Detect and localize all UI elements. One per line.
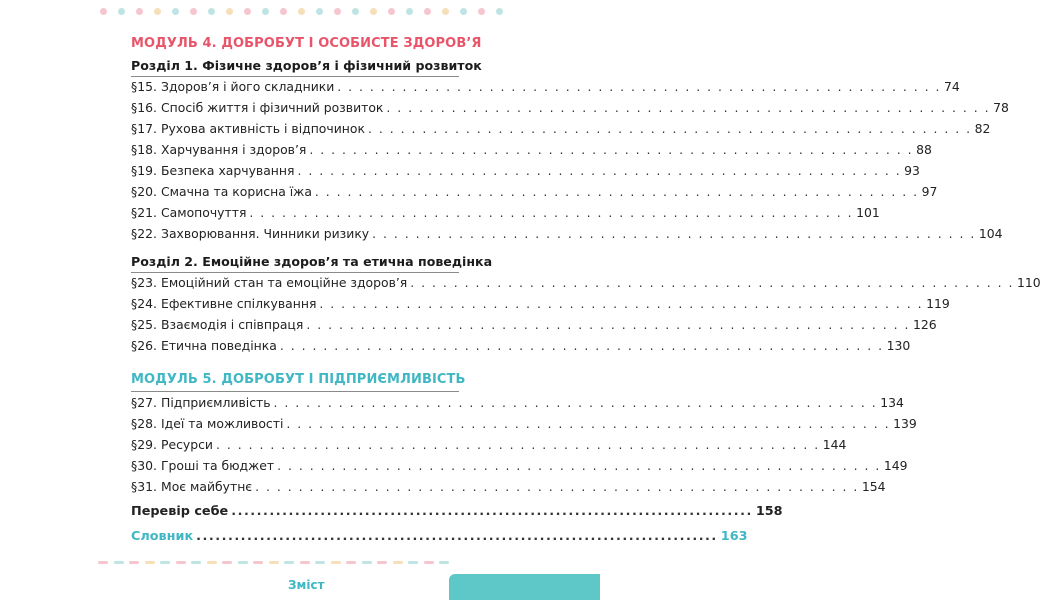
dictionary-entry[interactable]: [131, 529, 748, 547]
paragraph-number: §19.: [131, 163, 157, 178]
dot-leader: . . . . . . . . . . . . . . . . . . . . . . . . . . . . . . . . . . . . . . . . . . . . . . . . . . . . . . . .: [314, 184, 919, 199]
entry-title: Ресурси: [161, 437, 213, 452]
dot-leader: . . . . . . . . . . . . . . . . . . . . . . . . . . . . . . . . . . . . . . . . . . . . . . . . . . . . . . . .: [367, 121, 972, 136]
decorative-dot: [253, 561, 263, 564]
dot-leader: . . . . . . . . . . . . . . . . . . . . . . . . . . . . . . . . . . . . . . . . . . . . . . . . . . . . . . . .: [215, 437, 820, 452]
bottom-dot-border: [0, 561, 600, 571]
entry-title: Захворювання. Чинники ризику: [161, 226, 370, 241]
toc-entry[interactable]: [131, 416, 917, 434]
paragraph-number: §17.: [131, 121, 157, 136]
entry-title: Етична поведінка: [161, 338, 277, 353]
decorative-dot: [154, 8, 161, 15]
decorative-dot: [370, 8, 377, 15]
dot-leader: . . . . . . . . . . . . . . . . . . . . . . . . . . . . . . . . . . . . . . . . . . . . . . . . . . . . . . . .: [372, 226, 976, 241]
toc-entry[interactable]: [131, 184, 938, 202]
toc-entry[interactable]: [131, 296, 950, 314]
decorative-dot: [334, 8, 341, 15]
entry-page: 74: [944, 79, 960, 94]
entry-page: 78: [993, 100, 1009, 115]
decorative-dot: [316, 8, 323, 15]
module-5-divider: [131, 391, 459, 392]
paragraph-number: §20.: [131, 184, 157, 199]
dot-leader: . . . . . . . . . . . . . . . . . . . . . . . . . . . . . . . . . . . . . . . . . . . . . . . . . . . . . . . .: [309, 142, 914, 157]
paragraph-number: §29.: [131, 437, 157, 452]
entry-page: 82: [974, 121, 991, 136]
page-corner-tab: [449, 574, 600, 600]
entry-page: 119: [926, 296, 950, 311]
dot-leader: . . . . . . . . . . . . . . . . . . . . . . . . . . . . . . . . . . . . . . . . . . . . . . . . . . . . . . . .: [337, 79, 941, 94]
decorative-dot: [244, 8, 251, 15]
decorative-dot: [406, 8, 413, 15]
dot-leader: ..................................................................................: [231, 504, 753, 519]
footer-contents-label: Зміст: [288, 578, 325, 592]
entry-title: Емоційний стан та емоційне здоров’я: [161, 275, 408, 290]
decorative-dot: [298, 8, 305, 15]
decorative-dot: [496, 8, 503, 15]
section-2-divider: [131, 272, 459, 273]
entry-title: Смачна та корисна їжа: [161, 184, 312, 199]
paragraph-number: §26.: [131, 338, 157, 353]
paragraph-number: §16.: [131, 100, 157, 115]
decorative-dot: [222, 561, 232, 564]
entry-title: Безпека харчування: [161, 163, 295, 178]
entry-title: Рухова активність і відпочинок: [161, 121, 365, 136]
entry-page: 158: [755, 504, 783, 519]
entry-title: Ідеї та можливості: [161, 416, 284, 431]
decorative-dot: [377, 561, 387, 564]
entry-title: Перевір себе: [131, 504, 229, 519]
paragraph-number: §31.: [131, 479, 157, 494]
paragraph-number: §28.: [131, 416, 157, 431]
decorative-dot: [424, 561, 434, 564]
decorative-dot: [424, 8, 431, 15]
decorative-dot: [280, 8, 287, 15]
decorative-dot: [346, 561, 356, 564]
decorative-dot: [118, 8, 125, 15]
toc-entry[interactable]: [131, 205, 880, 223]
entry-title: Ефективне спілкування: [161, 296, 317, 311]
decorative-dot: [442, 8, 449, 15]
entry-page: 134: [880, 395, 904, 410]
paragraph-number: §21.: [131, 205, 157, 220]
dot-leader: . . . . . . . . . . . . . . . . . . . . . . . . . . . . . . . . . . . . . . . . . . . . . . . . . . . . . . . .: [306, 317, 911, 332]
decorative-dot: [439, 561, 449, 564]
toc-entry[interactable]: [131, 100, 1009, 118]
entry-title: Спосіб життя і фізичний розвиток: [161, 100, 384, 115]
check-yourself-entry[interactable]: [131, 504, 783, 522]
dot-leader: . . . . . . . . . . . . . . . . . . . . . . . . . . . . . . . . . . . . . . . . . . . . . . . . . . . . . . . .: [255, 479, 859, 494]
toc-entry[interactable]: [131, 395, 904, 413]
decorative-dot: [207, 561, 217, 564]
dot-leader: . . . . . . . . . . . . . . . . . . . . . . . . . . . . . . . . . . . . . . . . . . . . . . . . . . . . . . . .: [319, 296, 924, 311]
paragraph-number: §15.: [131, 79, 157, 94]
decorative-dot: [362, 561, 372, 564]
entry-page: 126: [913, 317, 937, 332]
decorative-dot: [129, 561, 139, 564]
dot-leader: . . . . . . . . . . . . . . . . . . . . . . . . . . . . . . . . . . . . . . . . . . . . . . . . . . . . . . . .: [410, 275, 1014, 290]
decorative-dot: [208, 8, 215, 15]
entry-page: 97: [921, 184, 938, 199]
entry-page: 101: [856, 205, 880, 220]
entry-page: 88: [916, 142, 932, 157]
decorative-dot: [262, 8, 269, 15]
decorative-dot: [460, 8, 467, 15]
paragraph-number: §27.: [131, 395, 157, 410]
entry-title: Моє майбутнє: [161, 479, 253, 494]
paragraph-number: §30.: [131, 458, 157, 473]
decorative-dot: [315, 561, 325, 564]
entry-title: Підприємливість: [161, 395, 271, 410]
decorative-dot: [190, 8, 197, 15]
toc-entry[interactable]: [131, 226, 1003, 244]
toc-entry[interactable]: [131, 317, 937, 335]
entry-page: 144: [822, 437, 847, 452]
dot-leader: . . . . . . . . . . . . . . . . . . . . . . . . . . . . . . . . . . . . . . . . . . . . . . . . . . . . . . . .: [249, 205, 854, 220]
dot-leader: . . . . . . . . . . . . . . . . . . . . . . . . . . . . . . . . . . . . . . . . . . . . . . . . . . . . . . . .: [279, 338, 884, 353]
entry-page: 139: [893, 416, 917, 431]
paragraph-number: §18.: [131, 142, 157, 157]
section-2-heading: Розділ 2. Емоційне здоров’я та етична поведінка: [131, 254, 493, 269]
paragraph-number: §24.: [131, 296, 157, 311]
decorative-dot: [172, 8, 179, 15]
module-5-heading: МОДУЛЬ 5. ДОБРОБУТ І ПІДПРИЄМЛИВІСТЬ: [131, 372, 466, 387]
entry-page: 149: [883, 458, 908, 473]
section-1-divider: [131, 76, 459, 77]
top-dot-border: [0, 8, 600, 18]
entry-page: 130: [886, 338, 911, 353]
section-1-heading: Розділ 1. Фізичне здоров’я і фізичний розвиток: [131, 58, 482, 73]
dot-leader: ..................................................................................: [196, 529, 718, 544]
dot-leader: . . . . . . . . . . . . . . . . . . . . . . . . . . . . . . . . . . . . . . . . . . . . . . . . . . . . . . . .: [386, 100, 991, 115]
decorative-dot: [393, 561, 403, 564]
dot-leader: . . . . . . . . . . . . . . . . . . . . . . . . . . . . . . . . . . . . . . . . . . . . . . . . . . . . . . . .: [273, 395, 878, 410]
toc-entry[interactable]: [131, 437, 847, 455]
entry-title: Харчування і здоров’я: [161, 142, 307, 157]
dot-leader: . . . . . . . . . . . . . . . . . . . . . . . . . . . . . . . . . . . . . . . . . . . . . . . . . . . . . . . .: [286, 416, 891, 431]
decorative-dot: [136, 8, 143, 15]
decorative-dot: [408, 561, 418, 564]
entry-title: Здоров’я і його складники: [161, 79, 335, 94]
decorative-dot: [100, 8, 107, 15]
decorative-dot: [114, 561, 124, 564]
entry-page: 154: [861, 479, 886, 494]
toc-entry[interactable]: [131, 121, 991, 139]
entry-title: Самопочуття: [161, 205, 247, 220]
paragraph-number: §22.: [131, 226, 157, 241]
toc-entry[interactable]: [131, 275, 1041, 293]
toc-entry[interactable]: [131, 458, 908, 476]
entry-title: Гроші та бюджет: [161, 458, 275, 473]
toc-entry[interactable]: [131, 163, 920, 181]
decorative-dot: [478, 8, 485, 15]
decorative-dot: [238, 561, 248, 564]
entry-title: Взаємодія і співпраця: [161, 317, 304, 332]
decorative-dot: [331, 561, 341, 564]
decorative-dot: [300, 561, 310, 564]
decorative-dot: [269, 561, 279, 564]
paragraph-number: §25.: [131, 317, 157, 332]
decorative-dot: [98, 561, 108, 564]
paragraph-number: §23.: [131, 275, 157, 290]
entry-title: Словник: [131, 529, 194, 544]
module-4-heading: МОДУЛЬ 4. ДОБРОБУТ І ОСОБИСТЕ ЗДОРОВ’Я: [131, 36, 482, 51]
dot-leader: . . . . . . . . . . . . . . . . . . . . . . . . . . . . . . . . . . . . . . . . . . . . . . . . . . . . . . . .: [277, 458, 881, 473]
decorative-dot: [284, 561, 294, 564]
decorative-dot: [145, 561, 155, 564]
entry-page: 104: [978, 226, 1003, 241]
decorative-dot: [388, 8, 395, 15]
toc-entry[interactable]: [131, 142, 932, 160]
decorative-dot: [226, 8, 233, 15]
toc-entry[interactable]: [131, 79, 960, 97]
entry-page: 110: [1016, 275, 1041, 290]
decorative-dot: [352, 8, 359, 15]
toc-entry[interactable]: [131, 479, 886, 497]
entry-page: 93: [904, 163, 920, 178]
entry-page: 163: [720, 529, 748, 544]
toc-entry[interactable]: [131, 338, 911, 356]
decorative-dot: [191, 561, 201, 564]
decorative-dot: [176, 561, 186, 564]
dot-leader: . . . . . . . . . . . . . . . . . . . . . . . . . . . . . . . . . . . . . . . . . . . . . . . . . . . . . . . .: [297, 163, 902, 178]
decorative-dot: [160, 561, 170, 564]
